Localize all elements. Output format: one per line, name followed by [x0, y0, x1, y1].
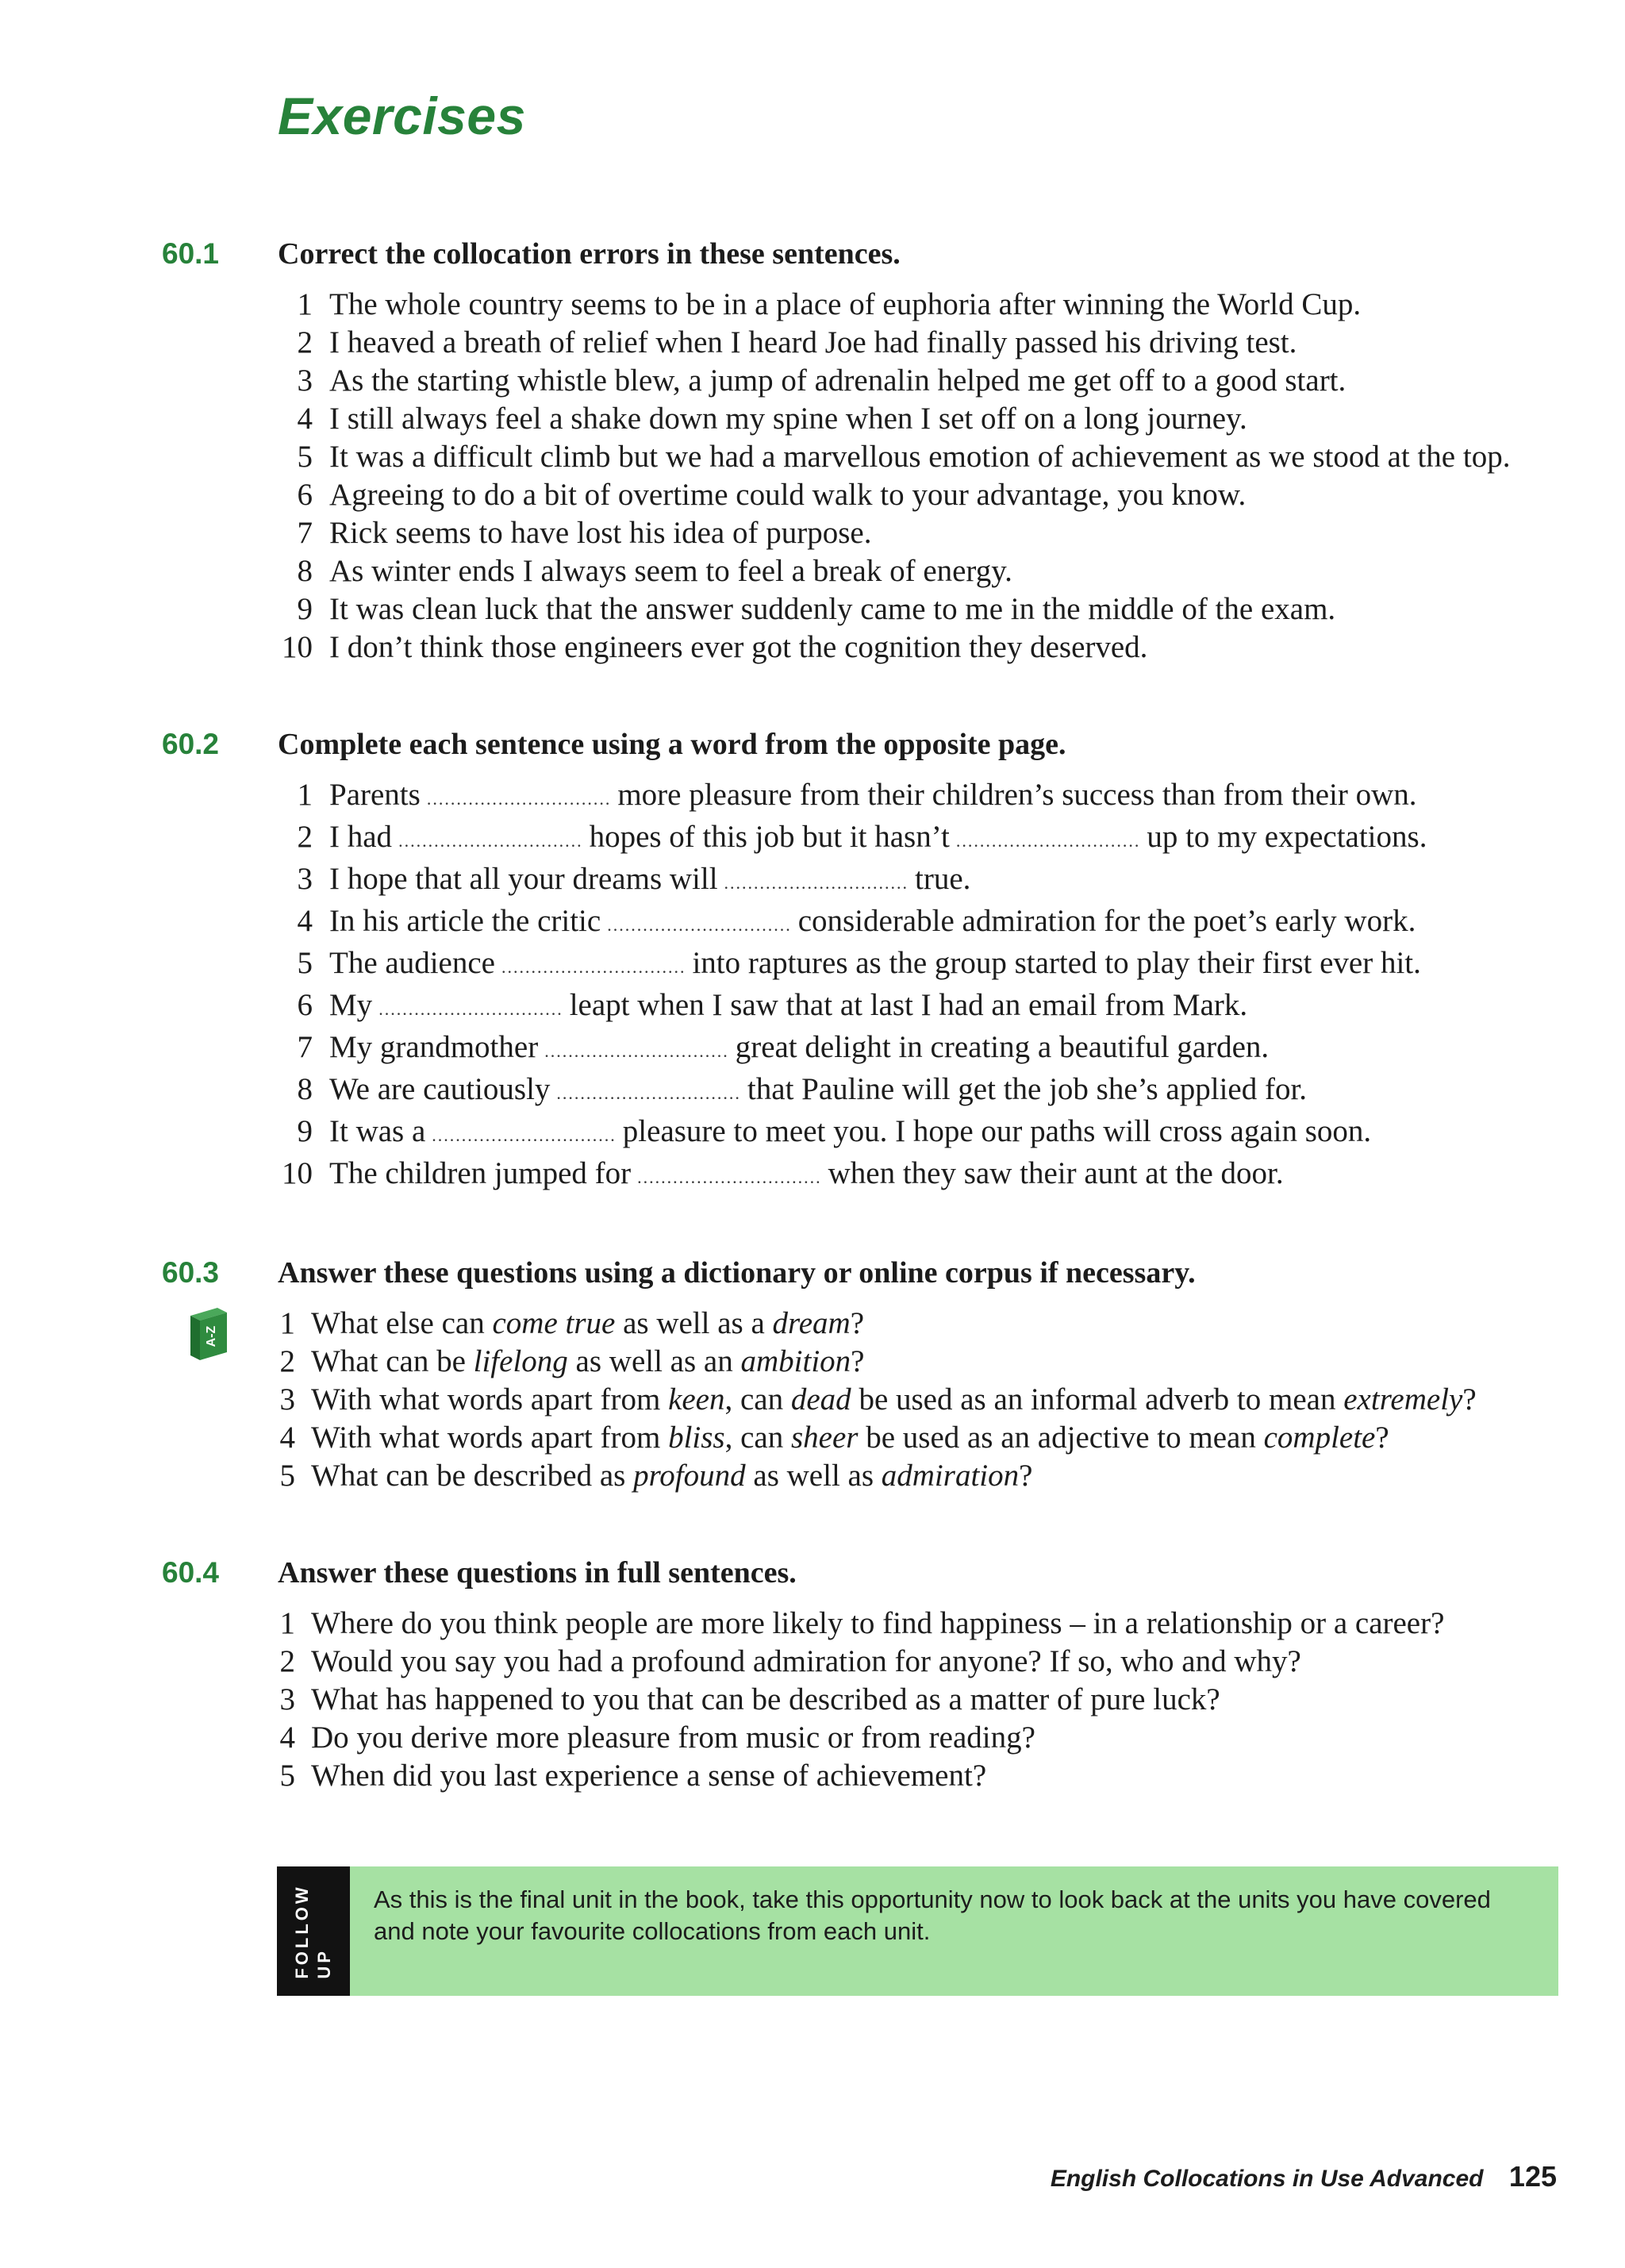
list-item	[0, 476, 1625, 514]
item-text-part: My	[329, 988, 373, 1022]
list-item	[0, 1605, 1625, 1643]
item-number: 7	[297, 516, 313, 550]
item-text-part: I had	[329, 820, 393, 854]
exercise-items	[0, 1605, 1625, 1795]
item-number: 5	[279, 1759, 295, 1793]
item-text: As the starting whistle blew, a jump of adrenalin helped me get off to a good start.	[329, 363, 1346, 398]
item-number: 2	[279, 1344, 295, 1378]
list-item	[0, 1305, 1625, 1343]
answer-blank: ...............................	[637, 1167, 822, 1187]
answer-blank: ...............................	[724, 873, 909, 893]
item-number: 2	[279, 1644, 295, 1678]
item-text: As winter ends I always seem to feel a break of energy.	[329, 554, 1012, 588]
exercise-items	[0, 1305, 1625, 1495]
item-number: 4	[279, 1420, 295, 1455]
item-text	[329, 860, 1571, 902]
item-text: I heaved a breath of relief when I heard Joe had finally passed his driving test.	[329, 325, 1297, 359]
item-text-part: leapt when I saw that at last I had an email from Mark.	[569, 988, 1248, 1022]
list-item	[0, 514, 1625, 552]
list-item	[0, 1113, 1625, 1155]
item-text: Rick seems to have lost his idea of purpose.	[329, 516, 872, 550]
follow-up-label-line2: UP	[314, 1948, 334, 1979]
follow-up-tab	[277, 1866, 350, 1996]
exercise-number: 60.4	[162, 1556, 220, 1589]
item-text	[311, 1305, 1571, 1343]
item-text-part: ?	[1375, 1420, 1389, 1455]
list-item	[0, 1381, 1625, 1419]
item-keyword: profound	[633, 1459, 746, 1493]
item-text-part: as well as	[745, 1459, 882, 1493]
list-item	[0, 552, 1625, 590]
item-keyword: sheer	[790, 1420, 859, 1455]
item-keyword: keen	[668, 1382, 725, 1417]
item-text-part: up to my expectations.	[1147, 820, 1427, 854]
list-item	[0, 818, 1625, 860]
exercise-number: 60.3	[162, 1256, 220, 1289]
item-number: 3	[297, 862, 313, 896]
item-number: 6	[297, 988, 313, 1022]
item-keyword: complete	[1263, 1420, 1376, 1455]
follow-up-text: As this is the final unit in the book, take this opportunity now to look back at the units you have covered and note your favourite collocations from each unit.	[374, 1886, 1491, 1945]
exercise-instruction: Correct the collocation errors in these sentences.	[278, 237, 901, 271]
item-number: 3	[279, 1682, 295, 1716]
item-text-part: great delight in creating a beautiful garden.	[735, 1030, 1270, 1064]
item-text: It was a difficult climb but we had a marvellous emotion of achievement as we stood at the top.	[329, 440, 1511, 474]
answer-blank: ...............................	[432, 1125, 617, 1145]
list-item	[0, 776, 1625, 818]
item-text-part: that Pauline will get the job she’s applied for.	[747, 1072, 1308, 1106]
item-keyword: admiration	[881, 1459, 1020, 1493]
item-text: When did you last experience a sense of achievement?	[311, 1759, 987, 1793]
item-keyword: extremely	[1343, 1382, 1463, 1417]
dictionary-icon-label: A-Z	[205, 1325, 218, 1347]
list-item	[0, 400, 1625, 438]
list-item	[0, 1757, 1625, 1795]
item-text-part: , can	[724, 1420, 791, 1455]
list-item	[0, 1419, 1625, 1457]
item-keyword: come true	[492, 1306, 616, 1340]
item-text	[311, 1381, 1571, 1419]
item-text	[311, 1457, 1571, 1495]
item-number: 2	[297, 820, 313, 854]
list-item	[0, 438, 1625, 476]
item-number: 8	[297, 554, 313, 588]
item-text: Agreeing to do a bit of overtime could walk to your advantage, you know.	[329, 478, 1247, 512]
item-text-part: In his article the critic	[329, 904, 601, 938]
item-text-part: With what words apart from	[311, 1420, 669, 1455]
list-item	[0, 590, 1625, 629]
item-text	[329, 818, 1571, 860]
item-text: Where do you think people are more likely to find happiness – in a relationship or a career?	[311, 1606, 1445, 1640]
list-item	[0, 986, 1625, 1028]
item-number: 1	[279, 1606, 295, 1640]
item-text: I still always feel a shake down my spine when I set off on a long journey.	[329, 402, 1247, 436]
item-text-part: considerable admiration for the poet’s early work.	[797, 904, 1416, 938]
item-text-part: into raptures as the group started to play their first ever hit.	[692, 946, 1421, 980]
book-title: English Collocations in Use Advanced	[1050, 2166, 1484, 2192]
list-item	[0, 944, 1625, 986]
list-item	[0, 902, 1625, 944]
item-number: 7	[297, 1030, 313, 1064]
item-text	[329, 776, 1571, 818]
page-footer	[1051, 2160, 1557, 2193]
item-text-part: The audience	[329, 946, 495, 980]
item-text-part: be used as an adjective to mean	[858, 1420, 1264, 1455]
item-text	[329, 1155, 1571, 1197]
item-number: 5	[297, 946, 313, 980]
item-number: 1	[297, 287, 313, 321]
list-item	[0, 324, 1625, 362]
item-text-part: be used as an informal adverb to mean	[851, 1382, 1344, 1417]
item-text-part: I hope that all your dreams will	[329, 862, 718, 896]
item-text-part: as well as a	[615, 1306, 773, 1340]
list-item	[0, 1457, 1625, 1495]
item-text	[311, 1419, 1571, 1457]
item-text-part: My grandmother	[329, 1030, 539, 1064]
item-text-part: Parents	[329, 778, 421, 812]
item-text-part: The children jumped for	[329, 1156, 632, 1190]
list-item	[0, 1719, 1625, 1757]
item-text-part: What can be	[311, 1344, 474, 1378]
follow-up-label-line1: FOLLOW	[292, 1884, 312, 1979]
item-text	[311, 1343, 1571, 1381]
item-text-part: We are cautiously	[329, 1072, 551, 1106]
follow-up-box	[277, 1866, 1558, 1996]
list-item	[0, 860, 1625, 902]
item-number: 8	[297, 1072, 313, 1106]
list-item	[0, 286, 1625, 324]
list-item	[0, 1071, 1625, 1113]
list-item	[0, 1343, 1625, 1381]
item-text-part: hopes of this job but it hasn’t	[589, 820, 950, 854]
item-text: It was clean luck that the answer suddenly came to me in the middle of the exam.	[329, 592, 1336, 626]
answer-blank: ...............................	[544, 1041, 729, 1061]
list-item	[0, 1681, 1625, 1719]
answer-blank: ...............................	[556, 1083, 741, 1103]
item-text-part: true.	[915, 862, 971, 896]
item-number: 4	[297, 904, 313, 938]
item-number: 9	[297, 592, 313, 626]
item-text: What has happened to you that can be described as a matter of pure luck?	[311, 1682, 1220, 1716]
answer-blank: ...............................	[378, 999, 563, 1019]
item-number: 4	[297, 402, 313, 436]
item-text-part: when they saw their aunt at the door.	[828, 1156, 1284, 1190]
item-keyword: dead	[790, 1382, 851, 1417]
item-keyword: bliss	[668, 1420, 725, 1455]
item-text: Would you say you had a profound admiration for anyone? If so, who and why?	[311, 1644, 1301, 1678]
list-item	[0, 1028, 1625, 1071]
item-number: 6	[297, 478, 313, 512]
answer-blank: ...............................	[501, 957, 686, 977]
item-number: 4	[279, 1720, 295, 1755]
item-text-part: ?	[1462, 1382, 1477, 1417]
item-number: 10	[282, 1156, 313, 1190]
item-text	[329, 986, 1571, 1028]
exercise-items	[0, 286, 1625, 667]
item-number: 1	[297, 778, 313, 812]
exercise-number: 60.1	[162, 237, 220, 270]
page-title: Exercises	[278, 86, 526, 145]
item-text: I don’t think those engineers ever got the cognition they deserved.	[329, 630, 1148, 664]
item-number: 1	[279, 1306, 295, 1340]
item-keyword: ambition	[740, 1344, 851, 1378]
item-number: 5	[297, 440, 313, 474]
item-text-part: What else can	[311, 1306, 493, 1340]
follow-up-label	[291, 1884, 336, 1978]
answer-blank: ...............................	[398, 831, 583, 851]
item-text	[329, 1071, 1571, 1113]
item-keyword: lifelong	[473, 1344, 568, 1378]
item-text	[329, 944, 1571, 986]
item-text	[329, 902, 1571, 944]
exercise-number: 60.2	[162, 728, 220, 760]
page-number: 125	[1508, 2160, 1557, 2193]
exercise-instruction: Answer these questions using a dictionary or online corpus if necessary.	[278, 1256, 1196, 1290]
item-number: 9	[297, 1114, 313, 1148]
list-item	[0, 362, 1625, 400]
item-text-part: What can be described as	[311, 1459, 634, 1493]
item-text-part: ?	[850, 1306, 865, 1340]
list-item	[0, 629, 1625, 667]
item-text-part: more pleasure from their children’s success than from their own.	[617, 778, 1417, 812]
list-item	[0, 1155, 1625, 1197]
item-number: 3	[297, 363, 313, 398]
item-text-part: It was a	[329, 1114, 426, 1148]
item-number: 5	[279, 1459, 295, 1493]
answer-blank: ...............................	[955, 831, 1141, 851]
list-item	[0, 1643, 1625, 1681]
item-text-part: ?	[851, 1344, 865, 1378]
item-text-part: , can	[724, 1382, 791, 1417]
item-text: Do you derive more pleasure from music or from reading?	[311, 1720, 1035, 1755]
item-text-part: pleasure to meet you. I hope our paths will cross again soon.	[622, 1114, 1372, 1148]
answer-blank: ...............................	[426, 789, 612, 809]
item-number: 10	[282, 630, 313, 664]
item-number: 3	[279, 1382, 295, 1417]
answer-blank: ...............................	[607, 915, 792, 935]
item-keyword: dream	[772, 1306, 851, 1340]
item-number: 2	[297, 325, 313, 359]
item-text	[329, 1113, 1571, 1155]
item-text-part: as well as an	[567, 1344, 741, 1378]
exercise-instruction: Complete each sentence using a word from the opposite page.	[278, 728, 1066, 761]
item-text-part: ?	[1019, 1459, 1033, 1493]
item-text	[329, 1028, 1571, 1071]
item-text: The whole country seems to be in a place of euphoria after winning the World Cup.	[329, 287, 1362, 321]
exercise-instruction: Answer these questions in full sentences.	[278, 1556, 797, 1590]
item-text-part: With what words apart from	[311, 1382, 669, 1417]
exercise-items	[0, 776, 1625, 1197]
